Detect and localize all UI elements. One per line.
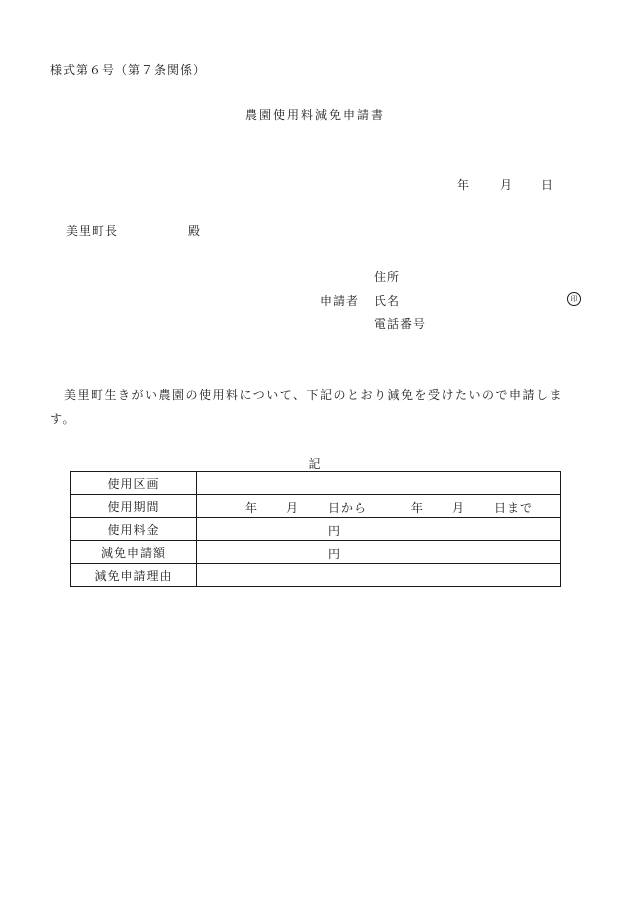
ki-heading: 記	[308, 457, 322, 471]
table-row	[71, 518, 561, 541]
reduction-amount-value-cell[interactable]	[197, 541, 561, 564]
period-year1: 年	[245, 501, 259, 515]
reduction-reason-value-cell[interactable]	[197, 564, 561, 587]
fee-yen: 円	[328, 524, 342, 538]
row-label-reduction-reason: 減免申請理由	[71, 564, 197, 587]
address-label: 住所	[374, 270, 401, 284]
date-year-label: 年	[457, 178, 471, 192]
period-month2: 月	[452, 501, 466, 515]
addressee-honorific: 殿	[188, 224, 202, 238]
date-day-label: 日	[541, 178, 555, 192]
table-row	[71, 564, 561, 587]
reduction-yen: 円	[328, 547, 342, 561]
row-label-fee: 使用料金	[71, 518, 197, 541]
plot-value-cell[interactable]	[197, 472, 561, 495]
document-title: 農園使用料減免申請書	[244, 108, 385, 122]
row-label-reduction-amount: 減免申請額	[71, 541, 197, 564]
seal-icon: 印	[567, 292, 581, 306]
row-label-plot: 使用区画	[71, 472, 197, 495]
row-label-period: 使用期間	[71, 495, 197, 518]
period-to: 日まで	[494, 501, 534, 515]
table-row	[71, 472, 561, 495]
period-value-cell[interactable]	[197, 495, 561, 518]
table-row	[71, 495, 561, 518]
addressee-name: 美里町長	[66, 224, 119, 238]
name-label: 氏名	[374, 294, 401, 308]
applicant-label: 申請者	[320, 294, 360, 308]
fee-value-cell[interactable]	[197, 518, 561, 541]
detail-table	[70, 471, 561, 587]
period-from: 日から	[328, 501, 368, 515]
period-year2: 年	[411, 501, 425, 515]
body-paragraph: 美里町生きがい農園の使用料について、下記のとおり減免を受けたいので申請します。	[50, 388, 564, 426]
phone-label: 電話番号	[374, 317, 427, 331]
form-number: 様式第６号（第７条関係）	[50, 63, 207, 77]
table-row	[71, 541, 561, 564]
period-month1: 月	[286, 501, 300, 515]
date-month-label: 月	[500, 178, 514, 192]
